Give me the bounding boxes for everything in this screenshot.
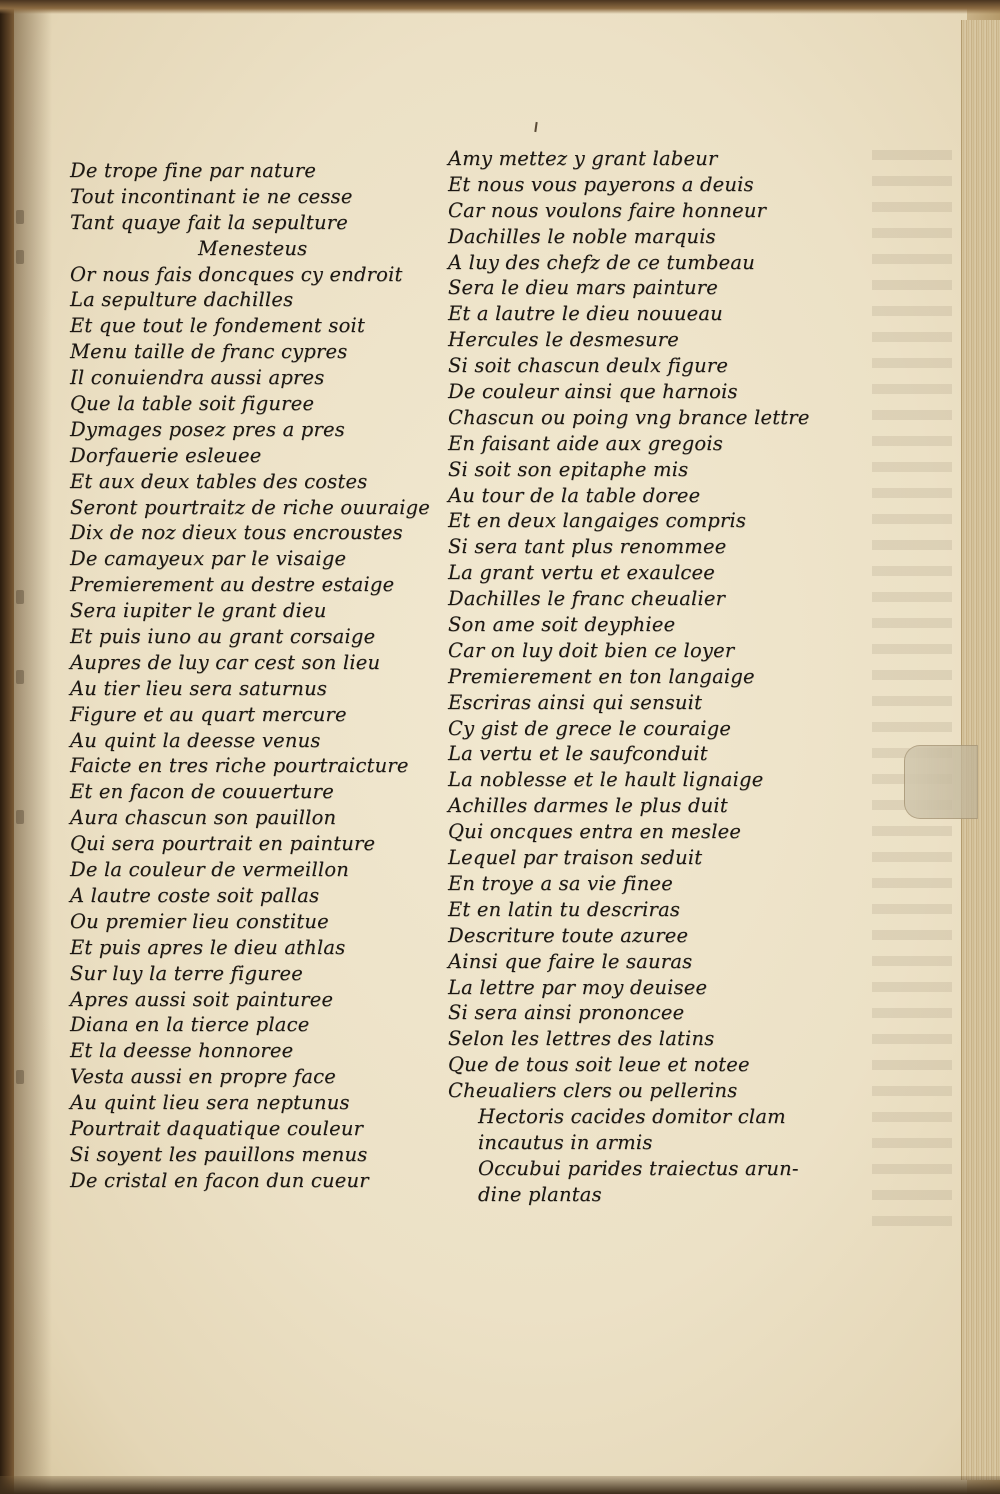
verse-line: Si sera ainsi prononcee	[448, 1001, 685, 1025]
verse-line: De trope fine par nature	[70, 159, 317, 182]
verse-line: Ainsi que faire le sauras	[448, 949, 693, 973]
verse-line: Qui oncques entra en meslee	[448, 820, 742, 844]
speaker-name: Menesteus	[198, 236, 308, 260]
verse-line: Dachilles le franc cheualier	[448, 587, 726, 611]
verse-line: Et en facon de couuerture	[70, 780, 334, 804]
verse-line: Cy gist de grece le couraige	[448, 716, 732, 740]
verse-line: Sur luy la terre figuree	[70, 961, 303, 985]
latin-epitaph-line: Occubui parides traiectus arun-	[478, 1156, 799, 1180]
verse-line: Que de tous soit leue et notee	[448, 1053, 750, 1077]
verse-line: De camayeux par le visaige	[70, 547, 347, 571]
verse-line: Ou premier lieu constitue	[70, 909, 329, 933]
verse-line: Or nous fais doncques cy endroit	[70, 262, 403, 286]
verse-line: Et nous vous payerons a deuis	[448, 172, 754, 196]
latin-epitaph-line: incautus in armis	[478, 1130, 653, 1154]
right-text-column	[448, 146, 818, 1208]
verse-line: Cheualiers clers ou pellerins	[448, 1079, 738, 1103]
verse-line: Si soit chascun deulx figure	[448, 354, 729, 378]
verse-line: Tant quaye fait la sepulture	[70, 210, 348, 234]
verse-line: De la couleur de vermeillon	[70, 858, 350, 882]
verse-line: Faicte en tres riche pourtraicture	[70, 754, 409, 778]
verse-line: Car nous voulons faire honneur	[448, 198, 767, 222]
verse-line: Et la deesse honnoree	[70, 1039, 294, 1063]
verse-line: Si soit son epitaphe mis	[448, 457, 689, 481]
latin-epitaph-line: dine plantas	[478, 1182, 602, 1206]
verse-line: Aura chascun son pauillon	[70, 806, 337, 830]
verse-line: Amy mettez y grant labeur	[448, 147, 718, 170]
verse-line: De cristal en facon dun cueur	[70, 1168, 369, 1192]
verse-line: Selon les lettres des latins	[448, 1027, 715, 1051]
verse-line: Si soyent les pauillons menus	[70, 1142, 368, 1166]
verse-line: Vesta aussi en propre face	[70, 1065, 337, 1089]
verse-line: Car on luy doit bien ce loyer	[448, 638, 735, 662]
verse-line: De couleur ainsi que harnois	[448, 380, 738, 404]
left-margin-fragments	[14, 190, 32, 1090]
verse-line: Lequel par traison seduit	[448, 846, 703, 870]
latin-epitaph-line: Hectoris cacides domitor clam	[478, 1104, 786, 1128]
verse-line: Escriras ainsi qui sensuit	[448, 690, 703, 714]
verse-line: A lautre coste soit pallas	[70, 883, 320, 907]
verse-line: En troye a sa vie finee	[448, 871, 673, 895]
verse-line: La grant vertu et exaulcee	[448, 561, 716, 585]
verse-line: Et en deux langaiges compris	[448, 509, 747, 533]
verse-line: Figure et au quart mercure	[70, 702, 347, 726]
verse-line: Et en latin tu descriras	[448, 897, 681, 921]
verse-line: Dorfauerie esleuee	[70, 443, 262, 467]
verse-line: Et puis iuno au grant corsaige	[70, 625, 376, 649]
verse-line: La sepulture dachilles	[70, 288, 294, 312]
verse-line: En faisant aide aux gregois	[448, 431, 723, 455]
verse-line: Au tour de la table doree	[448, 483, 701, 507]
page-bottom-edge	[0, 1476, 1000, 1494]
left-text-column	[70, 158, 440, 1194]
verse-line: Dymages posez pres a pres	[70, 417, 345, 441]
verse-line: Achilles darmes le plus duit	[448, 794, 728, 818]
verse-line: Diana en la tierce place	[70, 1013, 310, 1037]
verse-line: Descriture toute azuree	[448, 923, 689, 947]
verse-line: Aupres de luy car cest son lieu	[70, 650, 381, 674]
verse-line: Premierement en ton langaige	[448, 664, 755, 688]
verse-line: Premierement au destre estaige	[70, 573, 395, 597]
verse-line: Hercules le desmesure	[448, 328, 679, 352]
verse-line: Au tier lieu sera saturnus	[70, 676, 328, 700]
verse-line: Il conuiendra aussi apres	[70, 366, 325, 390]
verse-line: Son ame soit deyphiee	[448, 613, 676, 637]
verse-line: La noblesse et le hault lignaige	[448, 768, 764, 792]
page-tab-marker	[904, 745, 978, 819]
verse-line: Au quint la deesse venus	[70, 728, 321, 752]
verse-line: Dix de noz dieux tous encroustes	[70, 521, 403, 545]
verse-line: Au quint lieu sera neptunus	[70, 1091, 350, 1115]
verse-line: Menu taille de franc cypres	[70, 340, 348, 364]
verse-line: La vertu et le saufconduit	[448, 742, 708, 766]
verse-line: A luy des chefz de ce tumbeau	[448, 250, 756, 274]
verse-line: Chascun ou poing vng brance lettre	[448, 405, 810, 429]
verse-line: Et aux deux tables des costes	[70, 469, 368, 493]
verse-line: Sera iupiter le grant dieu	[70, 599, 327, 623]
verse-line: Dachilles le noble marquis	[448, 224, 716, 248]
verse-line: Et que tout le fondement soit	[70, 314, 365, 338]
verse-line: Tout incontinant ie ne cesse	[70, 184, 353, 208]
verse-line: Seront pourtraitz de riche ouuraige	[70, 495, 431, 519]
verse-line: Si sera tant plus renommee	[448, 535, 727, 559]
verse-line: Et a lautre le dieu nouueau	[448, 302, 723, 326]
page-top-edge	[0, 0, 1000, 14]
show-through-text	[872, 150, 952, 1230]
verse-line: Et puis apres le dieu athlas	[70, 935, 346, 959]
verse-line: Qui sera pourtrait en painture	[70, 832, 376, 856]
verse-line: Sera le dieu mars painture	[448, 276, 719, 300]
verse-line: La lettre par moy deuisee	[448, 975, 708, 999]
book-binding	[0, 0, 14, 1494]
verse-line: Que la table soit figuree	[70, 392, 315, 416]
verse-line: Pourtrait daquatique couleur	[70, 1116, 364, 1140]
verse-line: Apres aussi soit painturee	[70, 987, 334, 1011]
